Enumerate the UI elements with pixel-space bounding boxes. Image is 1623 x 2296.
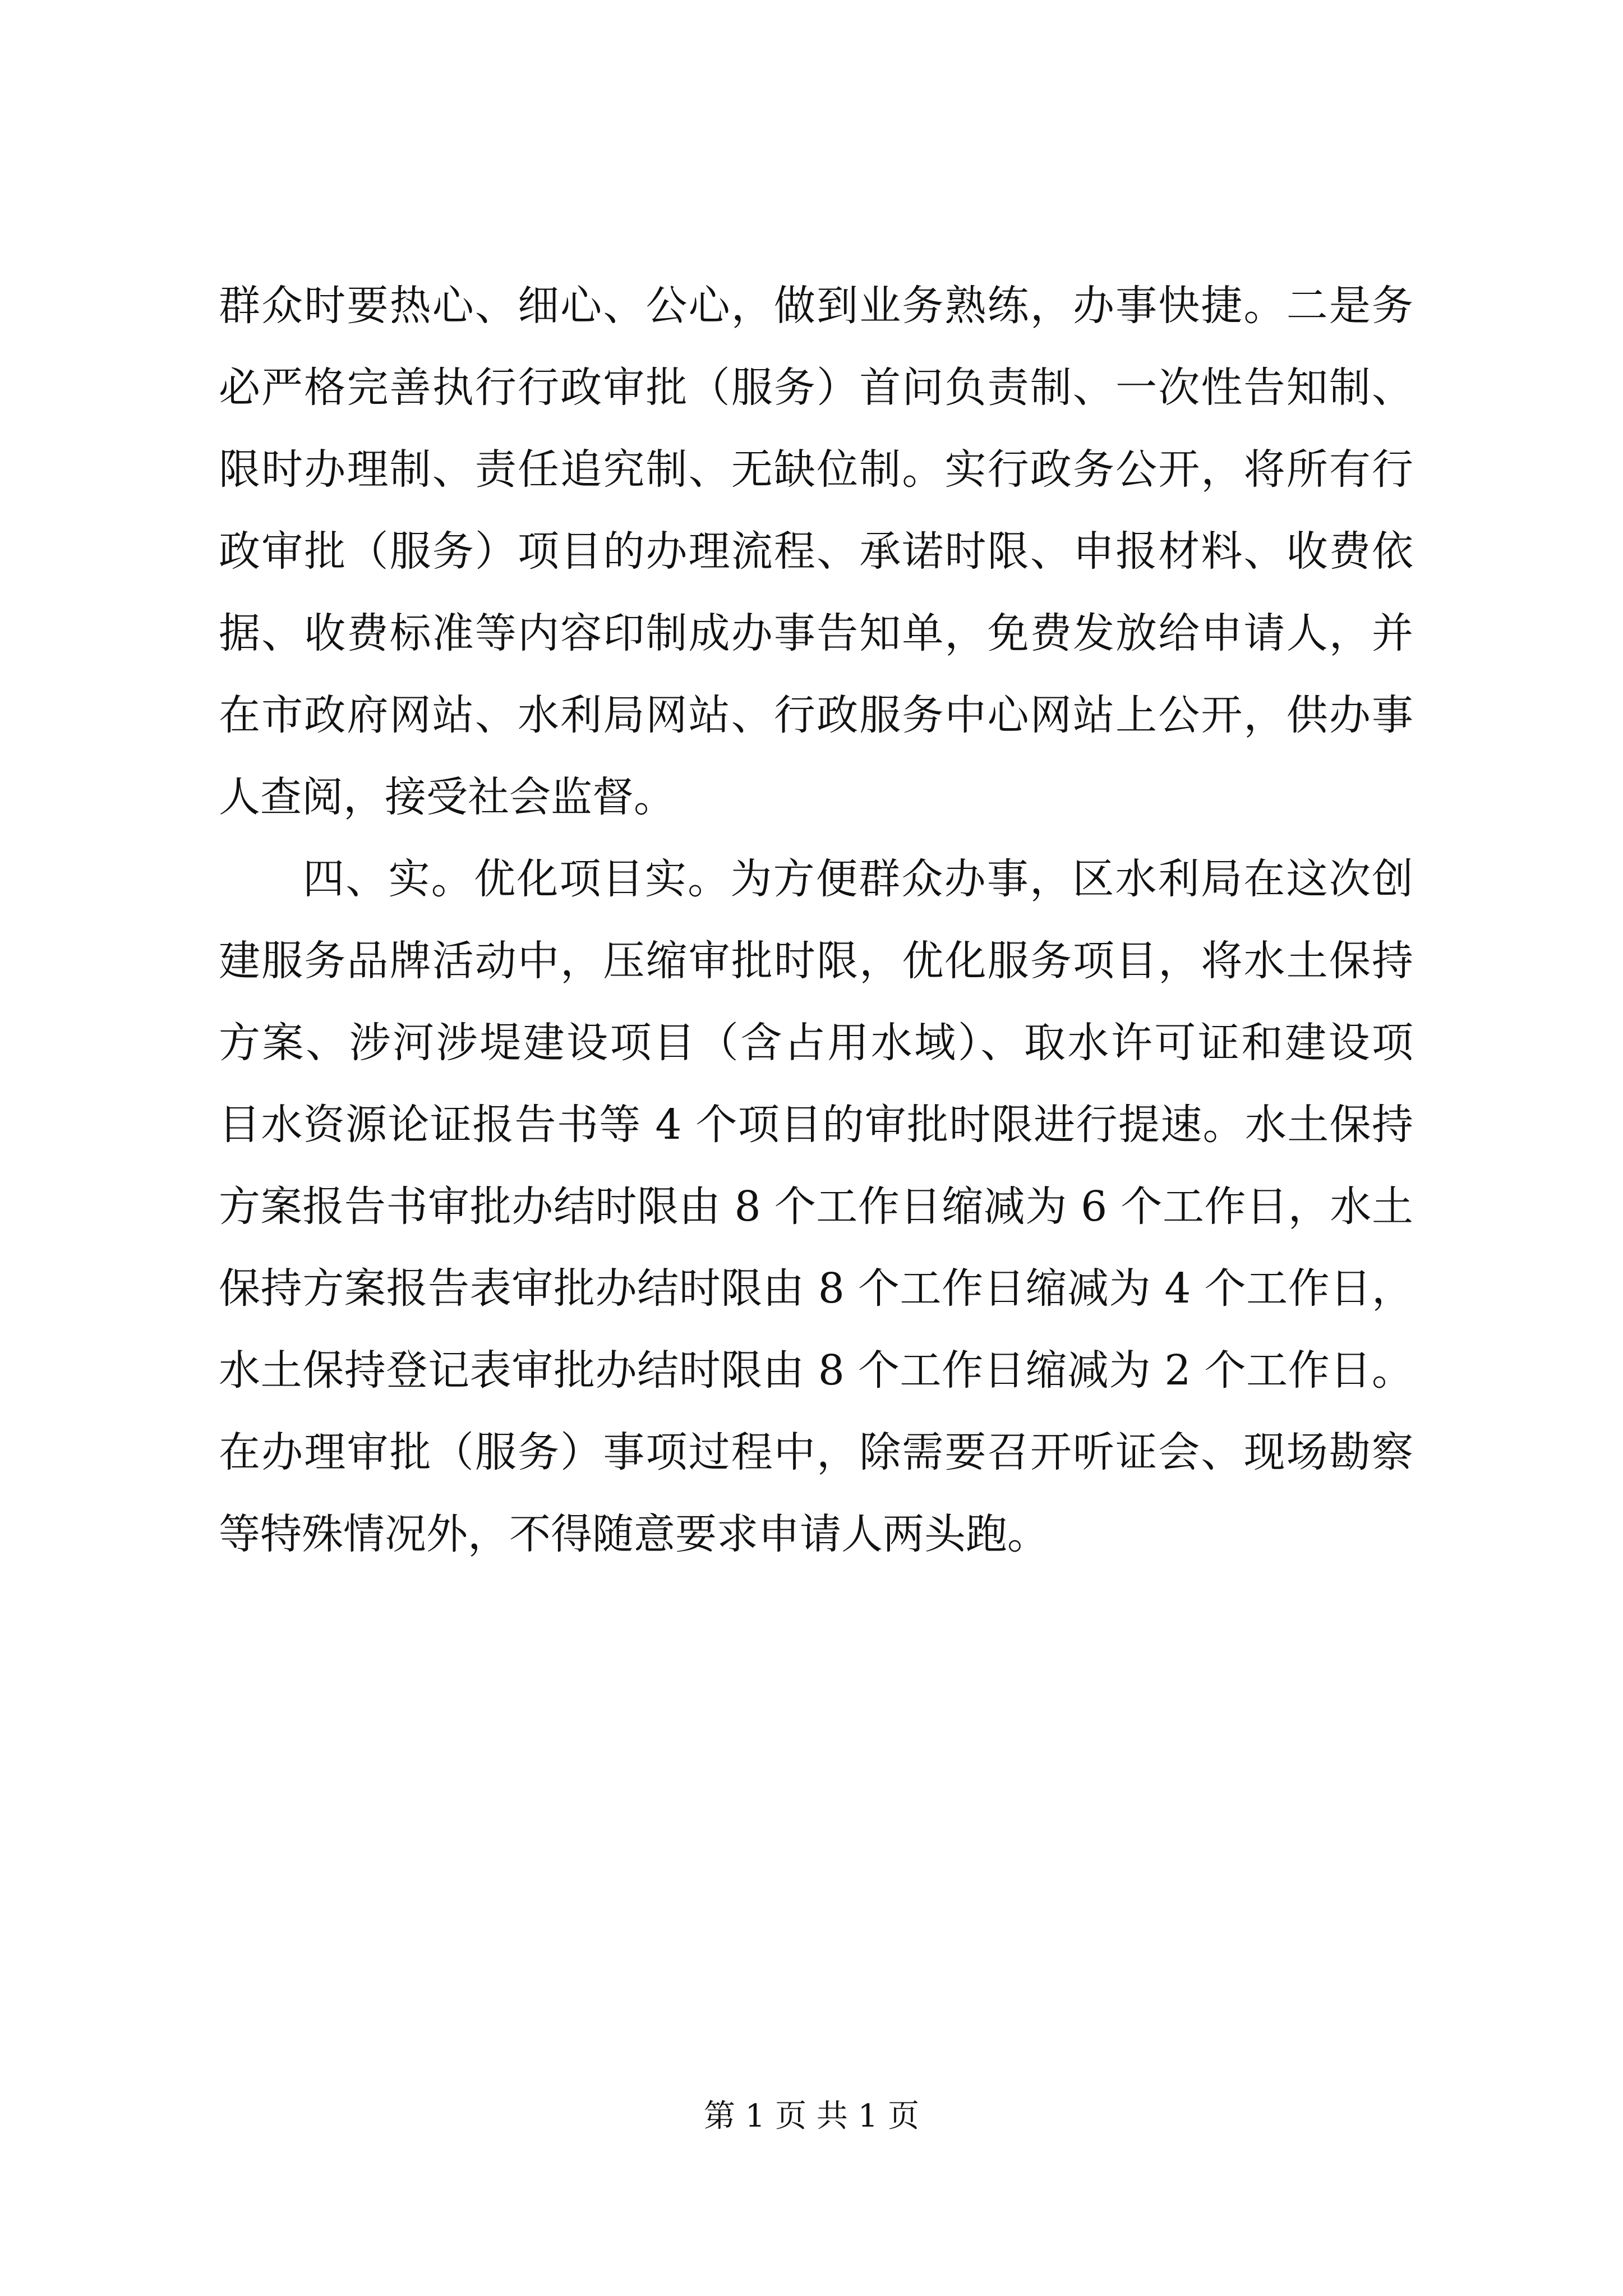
text-line: 四、实。优化项目实。为方便群众办事，区水利局在这次创 (303, 855, 1413, 903)
text-line: 群众时要热心、细心、公心，做到业务熟练，办事快捷。二是务 (219, 282, 1413, 330)
text-line: 等特殊情况外，不得随意要求申请人两头跑。 (219, 1510, 1049, 1558)
text-line: 建服务品牌活动中，压缩审批时限，优化服务项目，将水土保持 (219, 937, 1413, 985)
text-line: 在办理审批（服务）事项过程中，除需要召开听证会、现场勘察 (219, 1428, 1413, 1476)
paragraph-four (219, 838, 1413, 1575)
document-body (219, 265, 1413, 1575)
text-line: 据、收费标准等内容印制成办事告知单，免费发放给申请人，并 (219, 609, 1413, 657)
text-line: 目水资源论证报告书等 4 个项目的审批时限进行提速。水土保持 (219, 1101, 1413, 1149)
text-line: 保持方案报告表审批办结时限由 8 个工作日缩减为 4 个工作日， (219, 1264, 1413, 1313)
page-number-footer: 第 1 页 共 1 页 (703, 2098, 920, 2134)
text-line: 政审批（服务）项目的办理流程、承诺时限、申报材料、收费依 (219, 527, 1413, 576)
text-line: 方案报告书审批办结时限由 8 个工作日缩减为 6 个工作日，水土 (219, 1182, 1413, 1231)
paragraph-continued (219, 265, 1413, 838)
text-line: 必严格完善执行行政审批（服务）首问负责制、一次性告知制、 (219, 364, 1413, 412)
text-line: 人查阅，接受社会监督。 (219, 773, 675, 821)
text-line: 水土保持登记表审批办结时限由 8 个工作日缩减为 2 个工作日。 (219, 1346, 1413, 1395)
text-line: 方案、涉河涉堤建设项目（含占用水域）、取水许可证和建设项 (219, 1019, 1413, 1067)
text-line: 在市政府网站、水利局网站、行政服务中心网站上公开，供办事 (219, 691, 1413, 739)
text-line: 限时办理制、责任追究制、无缺位制。实行政务公开，将所有行 (219, 445, 1413, 494)
